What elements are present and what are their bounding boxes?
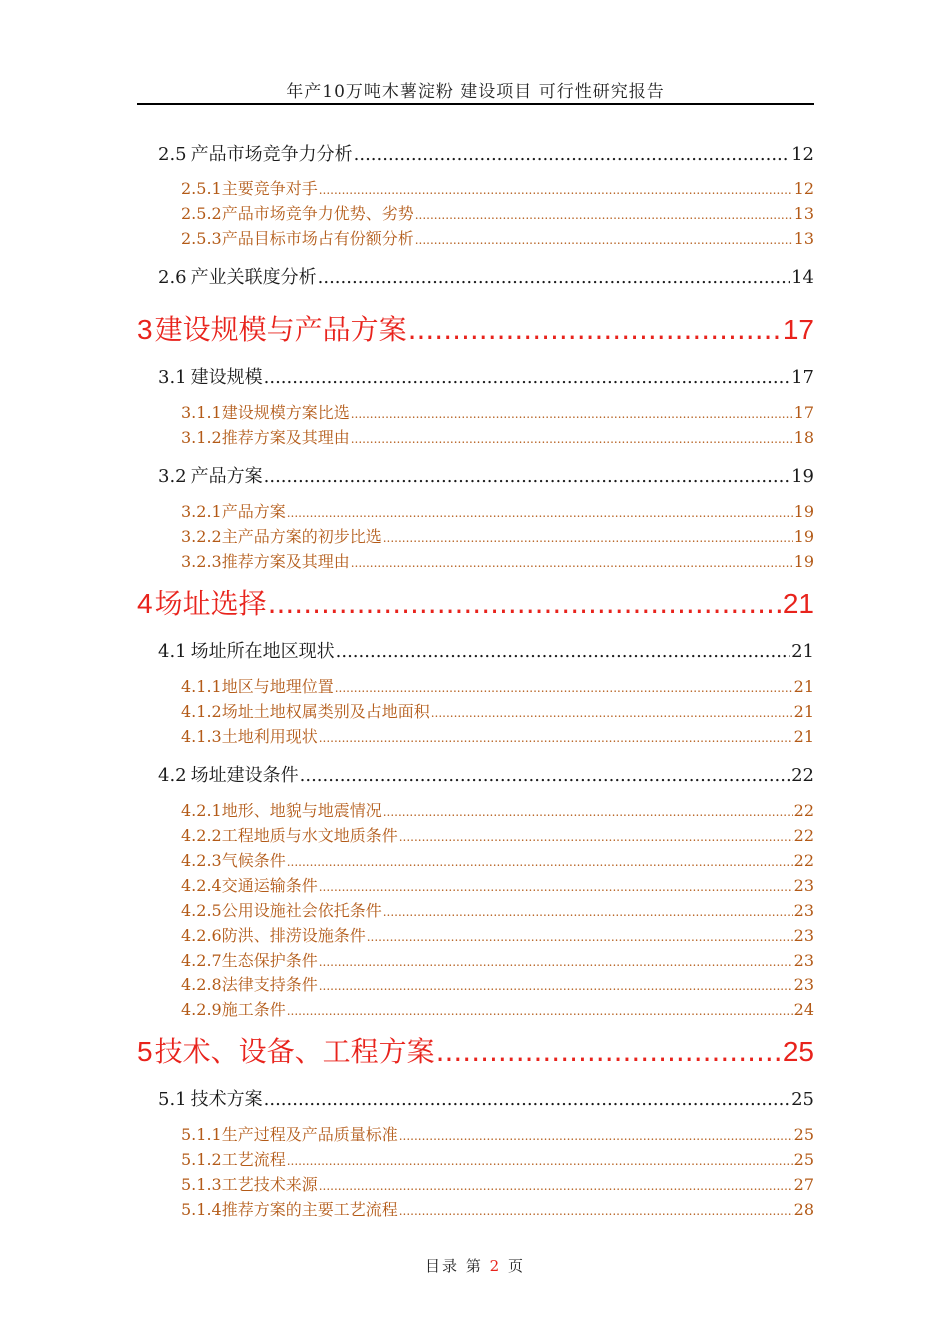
toc-entry-title: 建设规模与产品方案 xyxy=(154,313,407,346)
toc-entry-number: 2.5.3 xyxy=(181,229,222,248)
toc-entry-2-5-2[interactable] xyxy=(181,201,814,223)
toc-entry-number: 5.1.3 xyxy=(181,1175,222,1194)
toc-entry-4-2[interactable] xyxy=(158,761,814,787)
toc-entry-page: 25 xyxy=(791,1089,814,1110)
toc-entry-4-2-4[interactable] xyxy=(181,873,814,895)
toc-entry-number: 3.2.3 xyxy=(181,552,222,571)
toc-entry-page: 17 xyxy=(793,403,814,422)
toc-dot-leader xyxy=(264,367,790,388)
toc-entry-4-1-1[interactable] xyxy=(181,674,814,696)
toc-entry-number: 2.5.1 xyxy=(181,179,222,198)
toc-entry-5[interactable] xyxy=(137,1030,814,1070)
toc-entry-number: 4.2.4 xyxy=(181,876,222,895)
toc-dot-leader xyxy=(431,706,793,720)
toc-entry-title: 公用设施社会依托条件 xyxy=(221,901,382,920)
toc-entry-page: 13 xyxy=(793,204,814,223)
toc-entry-page: 23 xyxy=(793,926,814,945)
toc-entry-page: 12 xyxy=(791,144,814,165)
toc-entry-number: 5.1 xyxy=(158,1089,187,1110)
toc-dot-leader xyxy=(319,183,793,197)
toc-entry-4-2-2[interactable] xyxy=(181,823,814,845)
toc-entry-page: 21 xyxy=(791,641,814,662)
toc-entry-4-2-1[interactable] xyxy=(181,798,814,820)
toc-entry-title: 土地利用现状 xyxy=(221,727,318,746)
toc-entry-title: 法律支持条件 xyxy=(221,975,318,994)
footer-prefix: 目录 第 xyxy=(425,1257,483,1275)
toc-entry-page: 17 xyxy=(791,367,814,388)
toc-dot-leader xyxy=(319,955,793,969)
toc-entry-title: 建设规模方案比选 xyxy=(221,403,350,422)
toc-entry-title: 场址选择 xyxy=(154,587,267,620)
toc-entry-number: 3 xyxy=(137,314,153,345)
toc-entry-page: 18 xyxy=(793,428,814,447)
toc-entry-5-1-4[interactable] xyxy=(181,1197,814,1219)
toc-entry-3-1-1[interactable] xyxy=(181,400,814,422)
toc-entry-number: 2.6 xyxy=(158,267,187,288)
toc-entry-title: 地形、地貌与地震情况 xyxy=(221,801,382,820)
toc-dot-leader xyxy=(300,765,790,786)
toc-entry-title: 生产过程及产品质量标准 xyxy=(221,1125,398,1144)
toc-dot-leader xyxy=(383,805,793,819)
toc-entry-title: 产业关联度分析 xyxy=(190,267,317,288)
toc-entry-number: 4.2.9 xyxy=(181,1000,222,1019)
toc-entry-3-2[interactable] xyxy=(158,462,814,488)
toc-entry-title: 建设规模 xyxy=(190,367,263,388)
toc-entry-title: 气候条件 xyxy=(221,851,286,870)
toc-entry-page: 28 xyxy=(793,1200,814,1219)
toc-entry-title: 推荐方案及其理由 xyxy=(221,428,350,447)
toc-entry-page: 21 xyxy=(793,727,814,746)
toc-entry-page: 22 xyxy=(793,851,814,870)
toc-entry-number: 4.2.8 xyxy=(181,975,222,994)
toc-dot-leader xyxy=(354,144,790,165)
page-header: 年产10万吨木薯淀粉 建设项目 可行性研究报告 xyxy=(286,82,665,102)
toc-dot-leader xyxy=(383,531,793,545)
toc-entry-number: 2.5.2 xyxy=(181,204,222,223)
toc-entry-page: 12 xyxy=(793,179,814,198)
toc-dot-leader xyxy=(319,1179,793,1193)
toc-entry-page: 22 xyxy=(793,801,814,820)
toc-entry-5-1-2[interactable] xyxy=(181,1147,814,1169)
toc-entry-title: 技术方案 xyxy=(190,1089,263,1110)
toc-entry-number: 3.2.2 xyxy=(181,527,222,546)
toc-entry-page: 21 xyxy=(782,588,814,619)
toc-entry-number: 4.2.1 xyxy=(181,801,222,820)
toc-dot-leader xyxy=(399,830,793,844)
toc-entry-title: 推荐方案及其理由 xyxy=(221,552,350,571)
toc-dot-leader xyxy=(383,905,793,919)
toc-entry-number: 5.1.1 xyxy=(181,1125,222,1144)
toc-dot-leader xyxy=(268,587,782,620)
toc-dot-leader xyxy=(264,1089,790,1110)
toc-entry-title: 产品方案 xyxy=(221,502,286,521)
toc-entry-number: 4.1.2 xyxy=(181,702,222,721)
toc-entry-title: 产品市场竞争力分析 xyxy=(190,144,353,165)
toc-entry-title: 场址土地权属类别及占地面积 xyxy=(221,702,430,721)
toc-entry-page: 25 xyxy=(793,1150,814,1169)
toc-entry-page: 19 xyxy=(793,527,814,546)
toc-entry-3-2-1[interactable] xyxy=(181,499,814,521)
toc-entry-number: 3.1.1 xyxy=(181,403,222,422)
toc-entry-2-5-3[interactable] xyxy=(181,226,814,248)
toc-entry-2-6[interactable] xyxy=(158,263,814,289)
toc-entry-4-2-6[interactable] xyxy=(181,923,814,945)
toc-entry-page: 22 xyxy=(793,826,814,845)
toc-entry-number: 4.1.1 xyxy=(181,677,222,696)
toc-entry-3-1[interactable] xyxy=(158,363,814,389)
toc-entry-title: 施工条件 xyxy=(221,1000,286,1019)
toc-entry-page: 23 xyxy=(793,951,814,970)
toc-dot-leader xyxy=(264,466,790,487)
toc-entry-number: 4.1.3 xyxy=(181,727,222,746)
toc-entry-title: 场址建设条件 xyxy=(190,765,299,786)
toc-entry-2-5[interactable] xyxy=(158,140,814,166)
toc-dot-leader xyxy=(399,1129,793,1143)
toc-entry-title: 主要竞争对手 xyxy=(221,179,318,198)
toc-entry-page: 19 xyxy=(793,552,814,571)
toc-entry-title: 主产品方案的初步比选 xyxy=(221,527,382,546)
toc-entry-title: 工程地质与水文地质条件 xyxy=(221,826,398,845)
toc-entry-number: 3.2.1 xyxy=(181,502,222,521)
toc-entry-4-1[interactable] xyxy=(158,637,814,663)
footer-suffix: 页 xyxy=(507,1257,525,1275)
toc-entry-number: 4.2.2 xyxy=(181,826,222,845)
toc-dot-leader xyxy=(319,979,793,993)
toc-entry-title: 场址所在地区现状 xyxy=(190,641,335,662)
toc-entry-4-1-2[interactable] xyxy=(181,699,814,721)
toc-entry-page: 27 xyxy=(793,1175,814,1194)
toc-dot-leader xyxy=(415,208,793,222)
toc-dot-leader xyxy=(436,1035,782,1068)
toc-entry-3-2-3[interactable] xyxy=(181,549,814,571)
toc-entry-title: 推荐方案的主要工艺流程 xyxy=(221,1200,398,1219)
toc-entry-5-1[interactable] xyxy=(158,1085,814,1111)
toc-entry-4[interactable] xyxy=(137,582,814,622)
toc-entry-number: 4.2.5 xyxy=(181,901,222,920)
toc-dot-leader xyxy=(367,930,793,944)
toc-entry-title: 产品目标市场占有份额分析 xyxy=(221,229,414,248)
toc-entry-4-1-3[interactable] xyxy=(181,724,814,746)
toc-entry-title: 产品方案 xyxy=(190,466,263,487)
toc-entry-title: 交通运输条件 xyxy=(221,876,318,895)
toc-entry-title: 工艺技术来源 xyxy=(221,1175,318,1194)
toc-entry-3-2-2[interactable] xyxy=(181,524,814,546)
toc-entry-number: 5.1.4 xyxy=(181,1200,222,1219)
toc-entry-number: 4 xyxy=(137,588,153,619)
toc-entry-number: 4.1 xyxy=(158,641,187,662)
toc-entry-page: 24 xyxy=(793,1000,814,1019)
toc-entry-4-2-7[interactable] xyxy=(181,948,814,970)
toc-dot-leader xyxy=(287,855,793,869)
toc-entry-page: 25 xyxy=(793,1125,814,1144)
toc-dot-leader xyxy=(399,1204,793,1218)
toc-dot-leader xyxy=(287,1154,793,1168)
toc-entry-number: 4.2.3 xyxy=(181,851,222,870)
toc-entry-title: 技术、设备、工程方案 xyxy=(154,1035,435,1068)
toc-entry-number: 2.5 xyxy=(158,144,187,165)
toc-entry-number: 5.1.2 xyxy=(181,1150,222,1169)
toc-entry-page: 23 xyxy=(793,975,814,994)
toc-entry-number: 3.2 xyxy=(158,466,187,487)
toc-entry-number: 3.1.2 xyxy=(181,428,222,447)
toc-entry-title: 生态保护条件 xyxy=(221,951,318,970)
toc-entry-4-2-5[interactable] xyxy=(181,898,814,920)
toc-entry-page: 21 xyxy=(793,702,814,721)
toc-entry-4-2-8[interactable] xyxy=(181,972,814,994)
toc-dot-leader xyxy=(408,313,782,346)
toc-entry-5-1-3[interactable] xyxy=(181,1172,814,1194)
toc-dot-leader xyxy=(319,880,793,894)
toc-entry-page: 13 xyxy=(793,229,814,248)
toc-entry-2-5-1[interactable] xyxy=(181,176,814,198)
toc-dot-leader xyxy=(318,267,790,288)
toc-entry-page: 21 xyxy=(793,677,814,696)
toc-entry-page: 22 xyxy=(791,765,814,786)
toc-entry-page: 23 xyxy=(793,876,814,895)
toc-entry-3[interactable] xyxy=(137,308,814,348)
toc-dot-leader xyxy=(335,681,793,695)
toc-dot-leader xyxy=(287,1004,793,1018)
toc-dot-leader xyxy=(287,506,793,520)
toc-entry-3-1-2[interactable] xyxy=(181,425,814,447)
toc-entry-page: 14 xyxy=(791,267,814,288)
toc-entry-page: 19 xyxy=(791,466,814,487)
toc-entry-title: 地区与地理位置 xyxy=(221,677,334,696)
toc-dot-leader xyxy=(336,641,790,662)
toc-entry-4-2-9[interactable] xyxy=(181,997,814,1019)
toc-dot-leader xyxy=(351,556,793,570)
toc-entry-title: 工艺流程 xyxy=(221,1150,286,1169)
toc-entry-4-2-3[interactable] xyxy=(181,848,814,870)
toc-entry-5-1-1[interactable] xyxy=(181,1122,814,1144)
toc-dot-leader xyxy=(351,432,793,446)
toc-entry-number: 4.2.6 xyxy=(181,926,222,945)
toc-entry-page: 25 xyxy=(782,1036,814,1067)
toc-entry-number: 4.2.7 xyxy=(181,951,222,970)
toc-dot-leader xyxy=(319,731,793,745)
toc-dot-leader xyxy=(415,233,793,247)
toc-entry-number: 3.1 xyxy=(158,367,187,388)
footer-page-number: 2 xyxy=(489,1257,502,1275)
toc-entry-page: 19 xyxy=(793,502,814,521)
toc-entry-title: 防洪、排涝设施条件 xyxy=(221,926,366,945)
toc-entry-page: 17 xyxy=(782,314,814,345)
toc-entry-title: 产品市场竞争力优势、劣势 xyxy=(221,204,414,223)
toc-entry-number: 5 xyxy=(137,1036,153,1067)
toc-dot-leader xyxy=(351,407,793,421)
page-footer xyxy=(0,1255,950,1276)
toc-entry-number: 4.2 xyxy=(158,765,187,786)
toc-entry-page: 23 xyxy=(793,901,814,920)
